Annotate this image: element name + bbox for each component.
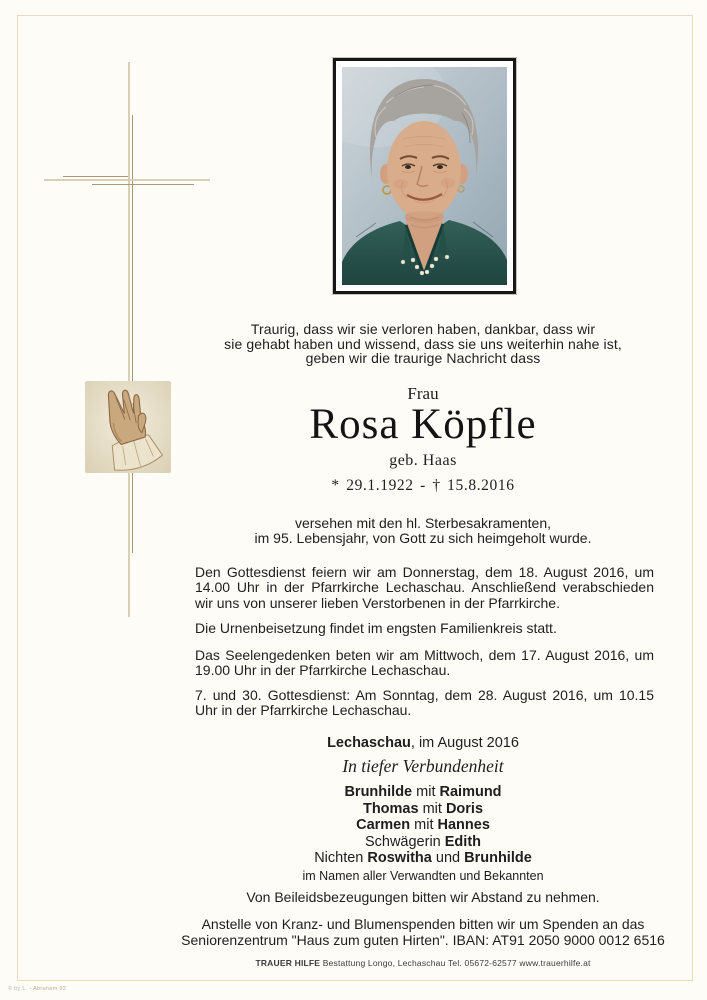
sacrament-text [143, 516, 703, 546]
life-dates: * 29.1.1922 - † 15.8.2016 [331, 477, 515, 494]
family-line-2: Thomas mit Doris [362, 800, 484, 817]
intro-line-2: sie gehabt haben und wissend, dass sie uns weiterhin nahe ist, [224, 335, 622, 352]
funeral-home-footer [143, 958, 703, 968]
funeral-service-paragraph: Den Gottesdienst feiern wir am Donnerstag, dem 18. August 2016, um 14.00 Uhr in der Pfarrkirche Lechaschau. Anschließend verabschieden wir uns von unserer lieben Verstorbenen in der Pfarrkirche. [195, 564, 654, 611]
soul-mass-paragraph: Das Seelengedenken beten wir am Mittwoch, dem 17. August 2016, um 19.00 Uhr in der Pfarrkirche Lechaschau. [195, 647, 654, 679]
copyright-micro-print: © by L. - Abraham 92 [8, 986, 67, 992]
sacrament-line-2: im 95. Lebensjahr, von Gott zu sich heimgeholt wurde. [254, 529, 592, 546]
place-date-line [143, 735, 703, 751]
birth-name: geb. Haas [389, 452, 457, 469]
family-note: im Namen aller Verwandten und Bekannten [302, 868, 544, 883]
family-line-4: Schwägerin Edith [364, 833, 482, 850]
cross-horizontal-line-accent-right [92, 184, 194, 185]
intro-line-1: Traurig, dass wir sie verloren haben, dankbar, dass wir [250, 321, 596, 337]
urn-burial-paragraph: Die Urnenbeisetzung findet im engsten Familienkreis statt. [195, 620, 557, 636]
intro-text [143, 322, 703, 366]
sacrament-line-1: versehen mit den hl. Sterbesakramenten, [294, 515, 552, 531]
funeral-home-brand: TRAUER HILFE [255, 958, 321, 968]
family-line-5: Nichten Roswitha und Brunhilde [314, 850, 532, 867]
place-date-rest: , im August 2016 [410, 735, 519, 751]
donation-line-1: Anstelle von Kranz- und Blumenspenden bitten wir um Spenden an das [201, 916, 645, 932]
intro-line-3: geben wir die traurige Nachricht dass [305, 350, 541, 367]
donation-note [143, 916, 703, 948]
sympathy-closing: In tiefer Verbundenheit [342, 756, 504, 776]
funeral-home-details: Bestattung Longo, Lechaschau Tel. 05672-62577 www.trauerhilfe.at [320, 958, 591, 968]
portrait-photo-frame [333, 58, 516, 294]
cross-vertical-line [128, 62, 130, 617]
cross-horizontal-line-accent-left [63, 176, 128, 177]
family-list [143, 784, 703, 885]
salutation: Frau [407, 384, 439, 403]
family-line-1: Brunhilde mit Raimund [344, 784, 502, 800]
place-name: Lechaschau [327, 735, 411, 751]
cross-horizontal-line [44, 179, 210, 181]
deceased-name: Rosa Köpfle [309, 401, 537, 448]
memorial-masses-paragraph: 7. und 30. Gottesdienst: Am Sonntag, dem 28. August 2016, um 10.15 Uhr in der Pfarrkirche Lechaschau. [195, 687, 654, 719]
condolence-request: Von Beileidsbezeugungen bitten wir Abstand zu nehmen. [246, 889, 600, 905]
family-line-3: Carmen mit Hannes [356, 817, 490, 834]
portrait-photo [342, 67, 507, 285]
donation-line-2: Seniorenzentrum "Haus zum guten Hirten". IBAN: AT91 2050 9000 0012 6516 [181, 932, 665, 948]
